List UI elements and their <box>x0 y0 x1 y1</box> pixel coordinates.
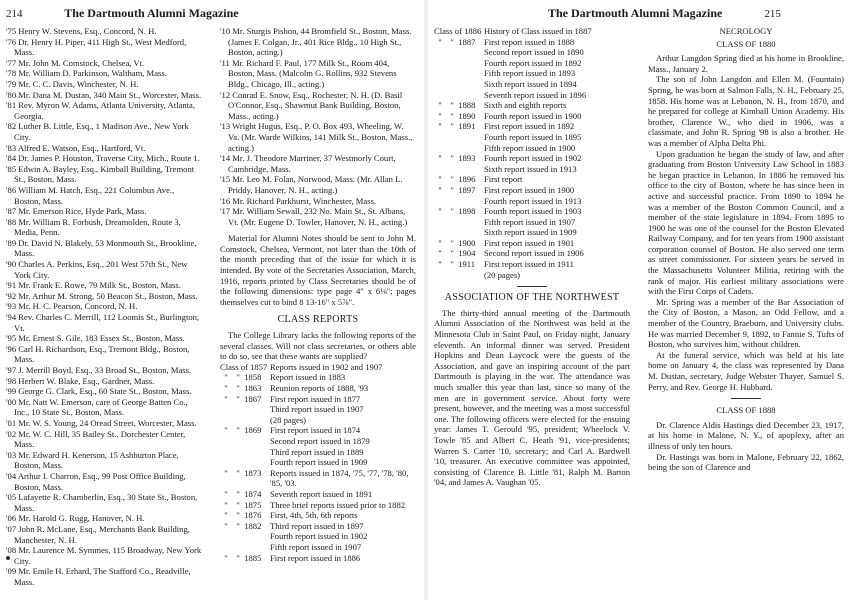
class-report-row <box>434 185 630 196</box>
northwest-text: The thirty-third annual meeting of the Dartmouth Alumni Association of the Northwest was held at the Minnesota Club in Saint Paul, on Friday night, January eleventh. An informal dinner was served. President Hopkins and Dean Laycock were the guests of the Association, and gave an inspiring account of the part Dartmouth is playing in the war. The attendance was much smaller this year than last, since so many of the men are in government service. About forty were present, however, and the meeting was a most successful one. The following officers were elected for the ensuing year: James T. Gerould '95, president; Wheelock V. Towle '85 and Albert C. Heath '91, vice-presidents; Warren S. Carter '10, secretary; and Carl A. Bardwell '10, treasurer. An executive committee was appointed, consisting of Clarence B. Little '81, Ralph M. Barton '04, and James A. Vaughan '05. <box>434 307 630 488</box>
report-description: First, 4th, 5th, 6th reports <box>270 510 358 521</box>
class-year <box>220 404 270 415</box>
class-year <box>220 531 270 542</box>
necrology-paragraph: Dr. Hastings was born in Malone, February 22, 1862, being the son of Clarence and <box>648 451 844 473</box>
necrology-paragraph: Arthur Langdon Spring died at his home in Brookline, Mass., January 2. <box>648 53 844 74</box>
class-year: " " 1891 <box>434 121 476 132</box>
report-description: Third report issued in 1889 <box>270 446 364 457</box>
class-year <box>220 542 270 553</box>
class-year: " " 1882 <box>220 520 262 531</box>
class-report-row <box>434 68 630 79</box>
class-report-row <box>220 372 416 383</box>
class-report-row <box>434 90 630 101</box>
report-description: Second report issued in 1879 <box>270 435 370 446</box>
secretary-entry: '88 Mr. William R. Forbush, Dreamolden, Route 3, Media, Penn. <box>6 216 181 238</box>
class-report-row <box>434 143 630 154</box>
secretary-entry: '07 John R. McLane, Esq., Merchants Bank Building, Manchester, N. H. <box>6 523 190 545</box>
report-description: First report issued in 1892 <box>484 121 575 132</box>
class-report-row <box>434 238 630 249</box>
alumni-notes-instructions: Material for Alumni Notes should be sent to John M. Comstock, Chelsea, Vermont, not later than the 10th of the month preceding that of the issue for which it is intended. By vote of the Secretaries Association, March, 1916, reports printed by Class Secretaries should be of the following dimensions: type page 4" x 6⅛"; pages themselves cut to bind 8 13-16" x 5⅞". <box>220 233 416 307</box>
class-report-row <box>434 79 630 90</box>
report-description: Sixth report issued in 1894 <box>484 78 577 89</box>
class-1880-heading: CLASS OF 1880 <box>716 38 776 49</box>
secretary-entry: '87 Mr. Emerson Rice, Hyde Park, Mass. <box>6 206 147 217</box>
secretary-entry: '85 Edwin A. Bayley, Esq., Kimball Building, Tremont St., Boston, Mass. <box>6 163 195 185</box>
class-year <box>434 79 484 90</box>
class-report-row <box>434 58 630 69</box>
class-report-row <box>220 468 416 489</box>
secretary-entry: '02 Mr. W. C. Hill, 35 Bailey St., Dorchester Center, Mass. <box>6 428 186 450</box>
class-year <box>434 132 484 143</box>
class-year <box>220 436 270 447</box>
necrology-paragraph: Mr. Spring was a member of the Bar Association of the City of Boston, a Mason, an Odd Fellow, and a member of the Country, Braeburn, and University clubs. He was married December 9, 1892, to Fannie S. Tufts of Boston, who survives him, without children. <box>648 296 844 350</box>
class-report-row <box>220 383 416 394</box>
class-year: " " 1896 <box>434 174 476 185</box>
left-running-head <box>6 6 239 21</box>
class-year <box>434 217 484 228</box>
class-year: " " 1890 <box>434 110 476 121</box>
secretary-entry: '80 Mr. Dana M. Dustan, 340 Main St., Worcester, Mass. <box>6 89 202 100</box>
section-rule <box>731 398 761 399</box>
secretary-entry: '95 Mr. Ernest S. Gile, 183 Essex St., Boston, Mass. <box>6 333 185 344</box>
class-year: " " 1876 <box>220 510 262 521</box>
secretary-entry: '98 Herbert W. Blake, Esq., Gardner, Mass. <box>6 375 155 386</box>
secretary-entry: '75 Henry W. Stevens, Esq., Concord, N. H. <box>6 26 157 36</box>
class-year: " " 1893 <box>434 153 476 164</box>
report-description: Fifth report issued in 1907 <box>484 216 576 227</box>
class-report-row <box>434 121 630 132</box>
right-running-head <box>548 6 781 21</box>
secretary-entry: '83 Alfred E. Watson, Esq., Hartford, Vt. <box>6 142 146 153</box>
class-year: " " 1900 <box>434 237 476 248</box>
report-description: Fourth report issued in 1909 <box>270 457 368 468</box>
report-description: Report issued in 1883 <box>270 372 346 383</box>
report-description: Three brief reports issued prior to 1882 <box>270 499 406 510</box>
class-year: " " 1858 <box>220 372 262 383</box>
report-description: Sixth report issued in 1909 <box>484 227 577 238</box>
report-description: Fourth report issued in 1902 <box>484 153 582 164</box>
report-description: First report issued in 1886 <box>270 552 361 563</box>
class-reports-list <box>220 362 416 563</box>
secretary-entry: '78 Mr. William D. Parkinson, Waltham, Mass. <box>6 68 167 79</box>
left-col-2 <box>220 26 416 563</box>
secretary-entry: '13 Wright Hugus, Esq., P. O. Box 493, Wheeling, W. Va. (Mr. Warde Wilkins, 141 Milk St., Boston, Mass., acting.) <box>220 121 413 153</box>
class-year: " " 1885 <box>220 552 262 563</box>
class-year: " " 1863 <box>220 383 262 393</box>
secretary-entry: '04 Arthur I. Charron, Esq., 99 Post Office Building, Boston, Mass. <box>6 470 186 492</box>
class-report-row <box>434 153 630 164</box>
right-col-1 <box>434 26 630 488</box>
necrology-title: NECROLOGY <box>719 26 773 36</box>
class-report-row <box>220 510 416 521</box>
secretary-entry: '99 George G. Clark, Esq., 60 State St., Boston, Mass. <box>6 386 192 397</box>
report-description: Fourth report issued in 1895 <box>484 131 582 142</box>
secretary-entry: '11 Mr. Richard F. Paul, 177 Milk St., Room 404, Boston, Mass. (Malcolm G. Rollins, 932 Stevens Bldg., Chicago, Ill., acting.) <box>220 57 397 89</box>
class-year <box>434 90 484 101</box>
class-year <box>434 47 484 58</box>
class-report-row <box>434 206 630 217</box>
report-description: Sixth report issued in 1913 <box>484 163 577 174</box>
class-report-row <box>434 217 630 228</box>
secretary-entry: '79 Mr. C. C. Davis, Winchester, N. H. <box>6 78 139 89</box>
class-year <box>434 227 484 238</box>
secretary-entry: '92 Mr. Arthur M. Strong, 50 Beacon St., Boston, Mass. <box>6 290 198 301</box>
northwest-title: ASSOCIATION OF THE NORTHWEST <box>444 292 620 304</box>
class-year: " " 1887 <box>434 36 476 47</box>
class-report-row <box>220 394 416 405</box>
right-magazine-title: The Dartmouth Alumni Magazine <box>548 6 723 20</box>
secretary-entry: '86 William M. Hatch, Esq., 221 Columbus Ave., Boston, Mass. <box>6 184 175 206</box>
secretary-entry: '03 Mr. Edward H. Kenerson, 15 Ashburton Place, Boston, Mass. <box>6 449 179 471</box>
class-year: " " 1873 <box>220 467 262 478</box>
class-report-row <box>434 132 630 143</box>
secretary-entry: '15 Mr. Leo M. Folan, Norwood, Mass. (Mr. Allan L. Priddy, Hanover, N. H., acting.) <box>220 174 403 195</box>
secretary-entry: '06 Mr. Harold G. Rugg, Hanover, N. H. <box>6 513 145 524</box>
left-col-1 <box>6 26 202 587</box>
class-report-row <box>220 542 416 553</box>
class-year: " " 1911 <box>434 259 476 270</box>
secretary-entry: '77 Mr. John M. Comstock, Chelsea, Vt. <box>6 57 145 68</box>
class-year: Class of 1886 <box>434 26 482 36</box>
class-report-row <box>434 37 630 48</box>
secretary-entry: '14 Mr. J. Theodore Marriner, 37 Westmorly Court, Cambridge, Mass. <box>220 153 396 174</box>
report-description: History of Class issued in 1887 <box>484 26 592 36</box>
class-year <box>434 58 484 69</box>
class-year: " " 1874 <box>220 488 262 499</box>
report-description: First report issued in 1901 <box>484 237 575 248</box>
report-description: Third report issued in 1907 <box>270 404 364 415</box>
class-report-row <box>220 436 416 447</box>
report-description: First report issued in 1874 <box>270 425 361 436</box>
secretary-entry: '93 Mr. H. C. Pearson, Concord, N. H. <box>6 301 138 312</box>
report-description: First report issued in 1877 <box>270 393 361 404</box>
class-year <box>434 143 484 154</box>
necrology-paragraph: Upon graduation he began the study of law, and after graduating from Boston University Law School in 1883 he began practice in Lebanon. In 1886 he removed his office to the city of Boston, where he has since been in active and successful practice. From 1890 to 1894 he was a member of the Boston Common Council, and a member of the state legislature in 1894. From 1895 to 1900 he was one of the counsel for the Boston Elevated Railway Company, and for ten years from 1900 assistant corporation counsel of Boston. He also served one term as street commissioner. For sixteen years he served in the Massachusetts Volunteer Militia, retiring with the rank of major. His earliest military associations were with the First Corps of Cadets. <box>648 148 844 297</box>
class-report-row <box>434 111 630 122</box>
class-year: " " 1867 <box>220 393 262 404</box>
secretary-entry: '94 Rev. Charles C. Merrill, 112 Loomis St., Burlington, Vt. <box>6 312 200 333</box>
class-report-row <box>434 248 630 259</box>
class-report-row <box>220 362 416 373</box>
report-description: Fourth report issued in 1892 <box>484 57 582 68</box>
report-description: Fifth report issued in 1893 <box>484 68 576 79</box>
class-year: " " 1888 <box>434 100 476 111</box>
class-report-row <box>220 489 416 500</box>
report-description: Reports issued in 1902 and 1907 <box>270 361 383 372</box>
left-page-number: 214 <box>6 8 23 20</box>
class-report-row <box>434 47 630 58</box>
gutter <box>424 0 428 600</box>
report-description: First report issued in 1911 <box>484 259 574 270</box>
class-report-row <box>434 196 630 207</box>
report-description: Seventh report issued in 1896 <box>484 89 587 100</box>
class-year: Class of 1857 <box>220 361 268 372</box>
class-reports-intro: The College Library lacks the following reports of the several classes. Will not class secretaries, or others able to do so, see that these wants are supplied? <box>220 330 416 362</box>
section-rule <box>517 286 547 287</box>
class-year <box>434 196 484 207</box>
report-description: Third report issued in 1897 <box>270 520 364 531</box>
right-col-2 <box>648 26 844 473</box>
secretary-entry: '00 Mr. Natt W. Emerson, care of George Batten Co., Inc., 10 State St., Boston, Mass. <box>6 396 188 418</box>
class-reports-list-continued <box>434 26 630 280</box>
report-description: Seventh report issued in 1891 <box>270 488 373 499</box>
class-report-row <box>434 164 630 175</box>
class-year: " " 1904 <box>434 248 476 259</box>
secretary-entry: '90 Charles A. Perkins, Esq., 201 West 57th St., New York City. <box>6 259 188 280</box>
class-report-row <box>220 404 416 415</box>
class-reports-title: CLASS REPORTS <box>277 314 359 326</box>
class-report-row <box>434 227 630 238</box>
left-page <box>0 0 422 600</box>
report-description: Sixth and eighth reports <box>484 100 567 111</box>
necrology-paragraph: Dr. Clarence Aldis Hastings died December 23, 1917, at his home in Malone, N. Y., of apoplexy, after an illness of only ten hours. <box>648 419 844 451</box>
class-year: " " 1875 <box>220 499 262 510</box>
secretary-entry: '96 Carl H. Richardson, Esq., Tremont Bldg., Boston, Mass. <box>6 343 190 365</box>
class-report-row <box>220 500 416 511</box>
class-year <box>434 68 484 79</box>
class-report-row <box>434 174 630 185</box>
class-report-row <box>220 447 416 458</box>
report-description: Second report issued in 1890 <box>484 47 584 58</box>
class-year <box>434 164 484 175</box>
class-year: " " 1869 <box>220 425 262 436</box>
report-description: (28 pages) <box>270 414 307 425</box>
right-page-number: 215 <box>764 8 781 20</box>
class-report-row <box>220 415 416 426</box>
class-year <box>220 415 270 426</box>
report-description: First report <box>484 174 523 185</box>
class-report-row <box>220 553 416 564</box>
class-report-row <box>434 26 630 37</box>
report-description: Fifth report issued in 1907 <box>270 541 362 552</box>
report-description: Fourth report issued in 1913 <box>484 195 582 206</box>
report-description: Fourth report issued in 1902 <box>270 531 368 542</box>
class-report-row <box>220 521 416 532</box>
right-page <box>430 0 852 600</box>
necrology-paragraph: At the funeral service, which was held at his late home on January 4, the class was represented by Dana M. Dustan, secretary, Judge Webster Thayer, Samuel S. Perry, and Rev. George H. Hubbard. <box>648 349 844 392</box>
necrology-paragraph: The son of John Langdon and Ellen M. (Fountain) Spring, he was born at Salmon Falls, N. H., February 25, 1858. His home was at Lebanon, N. H., from 1870, and he prepared for college at Kimball Union Academy. His brother, Clarence W., who died in 1906, was a classmate, and John R. Spring '98 is also a brother. He was a member of Alpha Delta Phi. <box>648 74 844 148</box>
secretary-entry: '17 Mr. William Sewall, 232 No. Main St., St. Albans, Vt. (Mr. Eugene D. Towler, Hanover, N. H., acting.) <box>220 206 408 227</box>
secretary-entry: '16 Mr. Richard Parkhurst, Winchester, Mass. <box>220 195 377 206</box>
report-description: Fourth report issued in 1903 <box>484 206 582 217</box>
secretary-entry: '97 J. Merrill Boyd, Esq., 33 Broad St., Boston, Mass. <box>6 365 192 375</box>
report-description: First report issued in 1900 <box>484 184 575 195</box>
secretary-entry: '12 Conrad E. Snow, Esq., Rochester, N. H. (D. Basil O'Connor, Esq., Shawmut Bank Building, Boston, Mass., acting.) <box>220 89 403 121</box>
secretary-entry: '89 Dr. David N. Blakely, 53 Monmouth St., Brookline, Mass. <box>6 237 197 259</box>
secretary-entry: '91 Mr. Frank E. Rowe, 79 Milk St., Boston, Mass. <box>6 280 181 291</box>
class-year <box>220 457 270 468</box>
report-description: Reports issued in 1874, '75, '77, '78, '80, '85, '03. <box>270 467 409 489</box>
secretary-entry: '01 Mr. W. S. Young, 24 Oread Street, Worcester, Mass. <box>6 417 197 428</box>
margin-mark <box>6 556 10 560</box>
left-magazine-title: The Dartmouth Alumni Magazine <box>64 6 239 20</box>
class-report-row <box>434 270 630 281</box>
class-report-row <box>220 457 416 468</box>
secretary-entry: '82 Luther B. Little, Esq., 1 Madison Ave., New York City. <box>6 121 189 142</box>
class-year <box>220 447 270 458</box>
report-description: Second report issued in 1906 <box>484 248 584 259</box>
secretary-entry: '05 Lafayette R. Chamberlin, Esq., 30 State St., Boston, Mass. <box>6 492 198 513</box>
secretary-entry: '84 Dr. James P. Houston, Traverse City, Mich., Route 1. <box>6 153 200 164</box>
class-year <box>434 270 484 281</box>
class-1888-heading: CLASS OF 1888 <box>716 405 776 416</box>
class-year: " " 1898 <box>434 206 476 217</box>
class-report-row <box>434 100 630 111</box>
class-report-row <box>220 531 416 542</box>
secretary-entry: '76 Dr. Henry H. Piper, 411 High St., West Medford, Mass. <box>6 36 187 58</box>
secretary-entry: '81 Rev. Myron W. Adams, Atlanta University, Atlanta, Georgia. <box>6 100 196 121</box>
report-description: Fourth report issued in 1900 <box>484 110 582 121</box>
secretary-entry: '08 Mr. Laurence M. Symmes, 115 Broadway, New York City. <box>6 545 202 566</box>
report-description: Fifth report issued in 1900 <box>484 142 576 153</box>
report-description: (20 pages) <box>484 269 521 280</box>
secretary-entry: '10 Mr. Sturgis Pishon, 44 Bromfield St., Boston, Mass. (James F. Colgan, Jr., 401 Rice Bldg., 10 High St., Boston, acting.) <box>220 26 412 58</box>
class-report-row <box>434 259 630 270</box>
class-report-row <box>220 425 416 436</box>
secretary-entry: '09 Mr. Emile H. Erhard, The Stafford Co., Readville, Mass. <box>6 566 191 587</box>
class-year: " " 1897 <box>434 184 476 195</box>
report-description: Reunion reports of 1888, '93 <box>270 383 369 393</box>
report-description: First report issued in 1888 <box>484 36 575 47</box>
